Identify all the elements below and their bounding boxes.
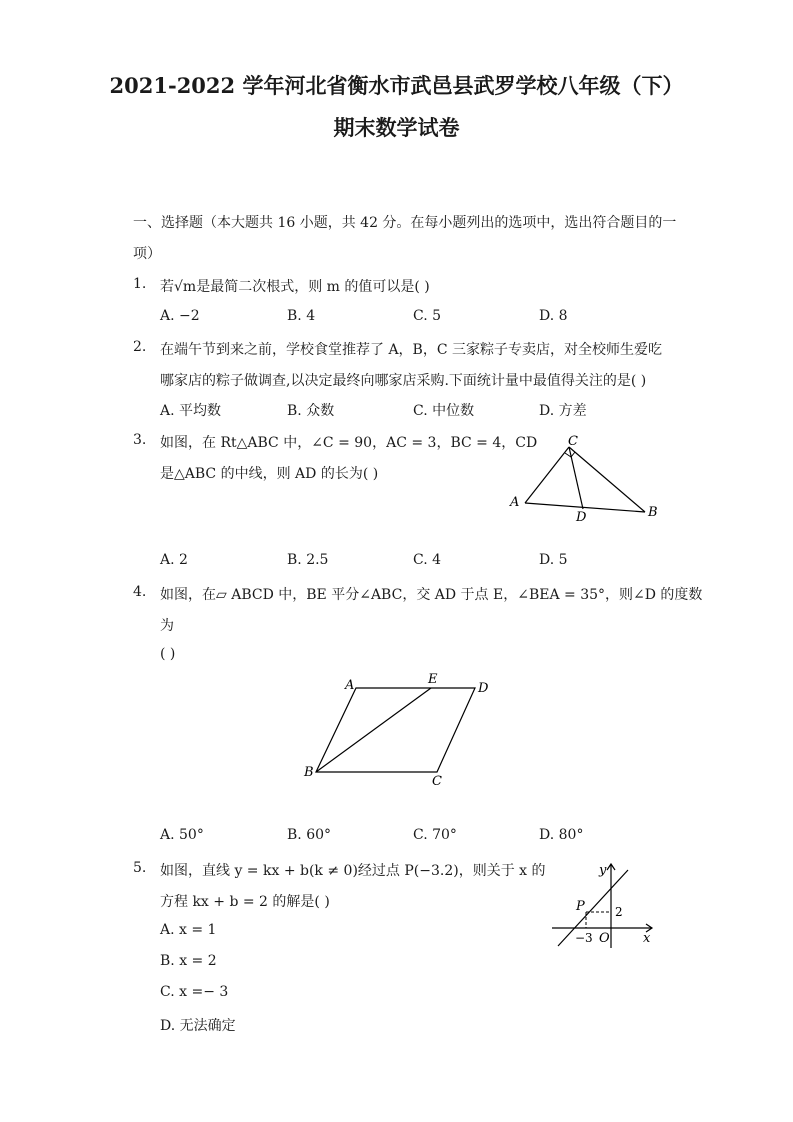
option-c: C. 4 [413,552,442,568]
label-b: B [304,765,314,780]
option-d: D. 80° [539,827,584,843]
section-header-line1: 一、选择题（本大题共 16 小题，共 42 分。在每小题列出的选项中，选出符合题目的一 [133,215,677,231]
segment-be [316,688,431,772]
label-b: B [648,505,658,520]
label-2: 2 [615,905,623,919]
parallelogram-figure [300,672,500,792]
label-x: x [643,931,651,946]
question-number: 4. [133,584,147,600]
option-b: B. 众数 [287,403,335,419]
question-text: ( ) [160,646,176,662]
option-d: D. 8 [539,308,568,324]
section-header-line2: 项） [133,246,161,262]
label-c: C [432,774,442,789]
parallelogram-abcd [316,688,475,772]
question-number: 1. [133,276,147,292]
question-number: 3. [133,432,147,448]
option-c: C. 70° [413,827,457,843]
option-b: B. 4 [287,308,316,324]
option-b: B. 2.5 [287,552,329,568]
option-b: B. 60° [287,827,332,843]
coordinate-graph-figure [548,858,663,953]
option-a: A. 50° [160,827,204,843]
option-c: C. 中位数 [413,403,475,419]
label-y: y [599,863,607,878]
option-b: B. x = 2 [160,953,217,969]
option-a: A. 2 [160,552,188,568]
segment-ac [525,447,569,503]
label-neg3: −3 [575,931,593,945]
label-c: C [568,434,578,449]
option-a: A. x = 1 [160,922,217,938]
exam-title-line1: 2021-2022 学年河北省衡水市武邑县武罗学校八年级（下） [109,73,684,98]
question-text: 如图，在 Rt△ABC 中，∠C = 90，AC = 3，BC = 4，CD [160,435,538,451]
label-o: O [599,931,610,946]
option-a: A. −2 [160,308,200,324]
question-text: 是△ABC 的中线，则 AD 的长为( ) [160,466,379,482]
option-c: C. 5 [413,308,442,324]
option-d: D. 5 [539,552,568,568]
label-e: E [428,672,438,687]
option-d: D. 无法确定 [160,1018,236,1034]
exam-title-line2: 期末数学试卷 [333,115,460,140]
option-d: D. 方差 [539,403,587,419]
label-a: A [510,495,520,510]
question-text: 为 [160,618,174,634]
label-a: A [345,678,355,693]
question-text: 若√m是最简二次根式，则 m 的值可以是( ) [160,279,430,295]
question-text: 方程 kx + b = 2 的解是( ) [160,894,330,910]
question-number: 2. [133,339,147,355]
question-text: 如图，在▱ ABCD 中，BE 平分∠ABC，交 AD 于点 E，∠BEA = 35°，则∠D 的度数 [160,587,703,603]
question-text: 哪家店的粽子做调查,以决定最终向哪家店采购.下面统计量中最值得关注的是( ) [160,373,647,389]
question-text: 在端午节到来之前，学校食堂推荐了 A，B，C 三家粽子专卖店，对全校师生爱吃 [160,342,663,358]
segment-cb [569,447,645,512]
question-text: 如图，直线 y = kx + b(k ≠ 0)经过点 P(−3.2)，则关于 x 的 [160,863,546,879]
label-d: D [478,681,489,696]
triangle-figure [505,430,665,525]
question-number: 5. [133,860,147,876]
option-a: A. 平均数 [160,403,222,419]
option-c: C. x =− 3 [160,984,229,1000]
label-d: D [576,510,587,525]
label-p: P [576,899,585,914]
